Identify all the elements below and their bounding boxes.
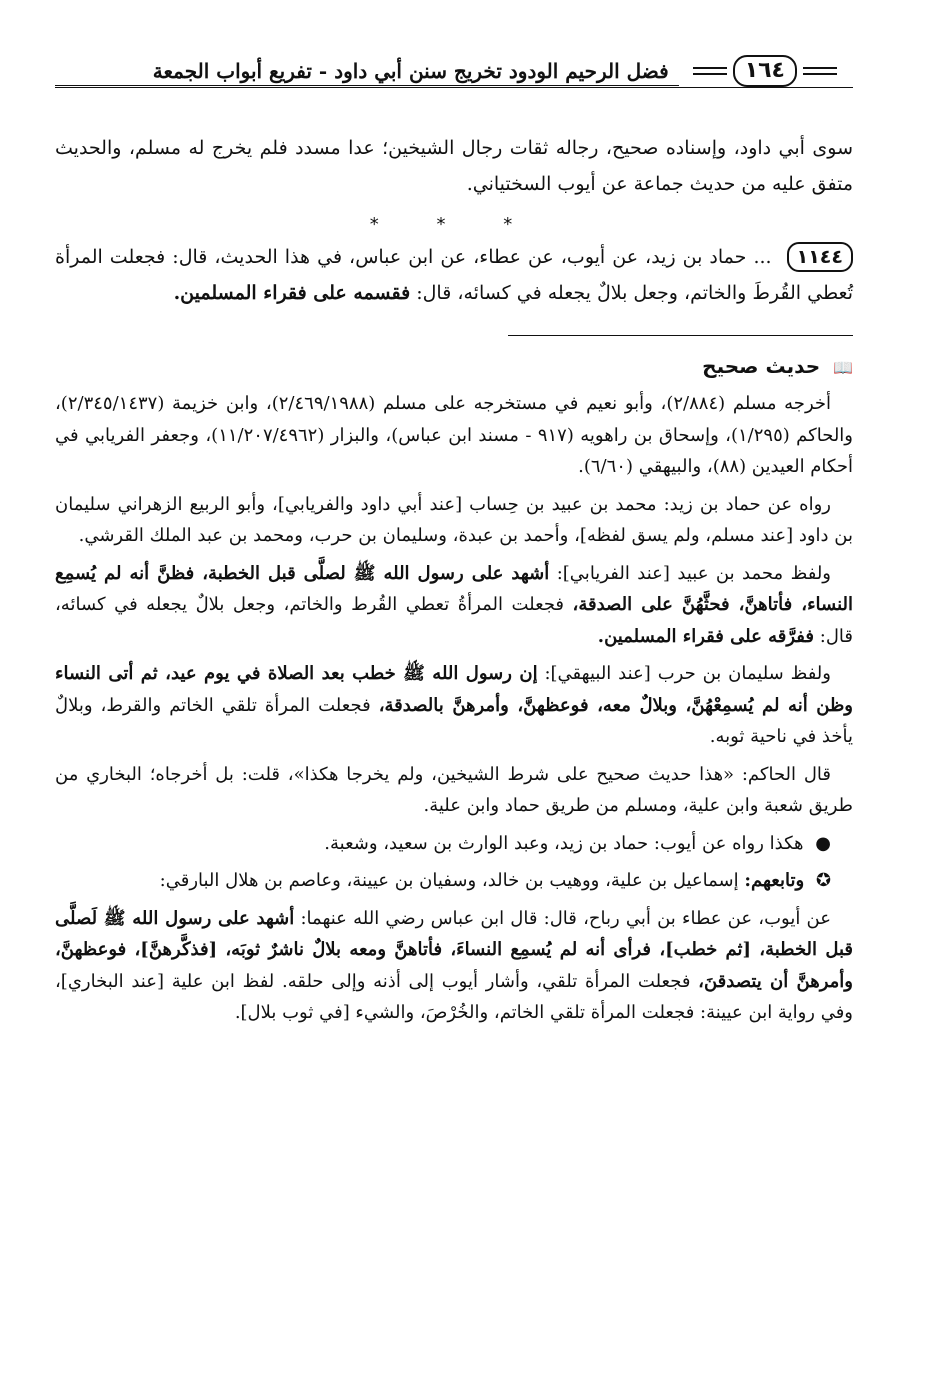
hadith-text: ... حماد بن زيد، عن أيوب، عن عطاء، عن ابن عباس، في هذا الحديث، قال: فجعلت المرأة تُعطي القُرطَ والخاتم، وجعل بلالٌ يجعله في كسائه، قال: xyxy=(55,246,853,304)
commentary xyxy=(55,388,853,1029)
hadith-number: ١١٤٤ xyxy=(787,242,853,272)
hadith-paragraph xyxy=(55,239,853,311)
takhrij-paragraph: أخرجه مسلم (٢/٨٨٤)، وأبو نعيم في مستخرجه على مسلم (٢/٤٦٩/١٩٨٨)، وابن خزيمة (٢/٣٤٥/١٤٣٧)، والحاكم (١/٢٩٥)، وإسحاق بن راهويه (٩١٧ - مسند ابن عباس)، والبزار (١١/٢٠٧/٤٩٦٢)، وجعفر الفريابي في أحكام العيدين (٨٨)، والبيهقي (٦/٦٠). xyxy=(55,393,853,477)
bullet-text: هكذا رواه عن أيوب: حماد بن زيد، وعبد الوارث بن سعيد، وشعبة. xyxy=(324,832,804,854)
wording-paragraph-1 xyxy=(55,558,853,653)
page-header xyxy=(55,48,853,94)
book-icon: 📖 xyxy=(833,358,853,377)
section-title-text: حديث صحيح xyxy=(702,354,821,378)
section-title xyxy=(55,350,853,384)
ayyub-intro: عن أيوب، عن عطاء بن أبي رباح، قال: قال ابن عباس رضي الله عنهما: xyxy=(300,907,831,929)
wording-paragraph-2 xyxy=(55,658,853,753)
page-number: ١٦٤ xyxy=(733,55,797,87)
ayyub-text: فجعلت المرأة تلقي، وأشار أيوب إلى أذنه وإلى حلقه. لفظ ابن علية [عند البخاري]، وفي رواية ابن عيينة: فجعلت المرأة تلقي الخاتم، والخُرْصَ، والشيء [في ثوب بلال]. xyxy=(55,970,853,1023)
followers-label: وتابعهم: xyxy=(744,870,805,891)
wording-text: فجعلت المرأةُ تعطي القُرط والخاتم، وجعل بلالٌ يجعله في كسائه، قال: xyxy=(55,594,853,647)
star-icon: ✪ xyxy=(815,870,831,891)
hakim-paragraph: قال الحاكم: «هذا حديث صحيح على شرط الشيخين، ولم يخرجا هكذا»، قلت: بل أخرجاه؛ البخاري من طريق شعبة وابن علية، ومسلم من طريق حماد وابن علية. xyxy=(55,763,853,816)
followers-text: إسماعيل بن علية، ووهيب بن خالد، وسفيان بن عيينة، وعاصم بن هلال البارقي: xyxy=(159,870,739,891)
intro-paragraph: سوى أبي داود، وإسناده صحيح، رجاله ثقات رجال الشيخين؛ عدا مسدد فلم يخرج له مسلم، والحديث متفق عليه من حديث جماعة عن أيوب السختياني. xyxy=(55,137,853,195)
ornament-lines xyxy=(693,67,727,75)
footnote-divider xyxy=(508,335,853,336)
wording-intro: ولفظ محمد بن عبيد [عند الفريابي]: xyxy=(556,562,831,584)
ayyub-paragraph xyxy=(55,903,853,1029)
followers-paragraph xyxy=(55,865,853,897)
section-separator: * * * xyxy=(369,214,539,235)
bullet-paragraph xyxy=(55,828,853,860)
wording-text: فجعلت المرأة تلقي الخاتم والقرط، وبلالٌ يأخذ في ناحية ثوبه. xyxy=(55,694,853,747)
hadith-text-bold: فقسمه على فقراء المسلمين. xyxy=(173,282,411,304)
bullet-icon: ● xyxy=(815,832,831,854)
wording-bold: أشهد على رسول الله ﷺ لصلَّى قبل الخطبة، فظنَّ أنه لم يُسمِع النساء، فأتاهنَّ، فحثَّهُنَّ على الصدقة، xyxy=(55,562,853,615)
ayyub-bold: أشهد على رسول الله ﷺ لَصلَّى قبل الخطبة، [ثم خطب]، فرأى أنه لم يُسمِع النساءَ، فأتاهنَّ ومعه بلالٌ ناشرٌ ثوبَه، [فذكَّرهنَّ]، فوعظهنَّ، وأمرهنَّ أن يتصدقنَ، xyxy=(55,907,853,992)
wording-intro: ولفظ سليمان بن حرب [عند البيهقي]: xyxy=(544,663,831,684)
ornament-lines xyxy=(803,67,837,75)
wording-bold-end: ففرَّقه على فقراء المسلمين. xyxy=(597,625,815,647)
wording-bold: إن رسول الله ﷺ خطب بعد الصلاة في يوم عيد، ثم أتى النساء وظن أنه لم يُسمِعْهُنَّ، وبلالٌ معه، فوعظهنَّ، وأمرهنَّ بالصدقة، xyxy=(55,663,853,716)
page-number-badge xyxy=(679,55,853,87)
running-title: فضل الرحيم الودود تخريج سنن أبي داود - تفريع أبواب الجمعة xyxy=(147,59,675,83)
narrators-paragraph: رواه عن حماد بن زيد: محمد بن عبيد بن حِساب [عند أبي داود والفريابي]، وأبو الربيع الزهراني سليمان بن داود [عند مسلم، ولم يسق لفظه]، وأحمد بن عبدة، وسليمان بن حرب، ومحمد بن عبد الملك القرشي. xyxy=(55,493,853,546)
